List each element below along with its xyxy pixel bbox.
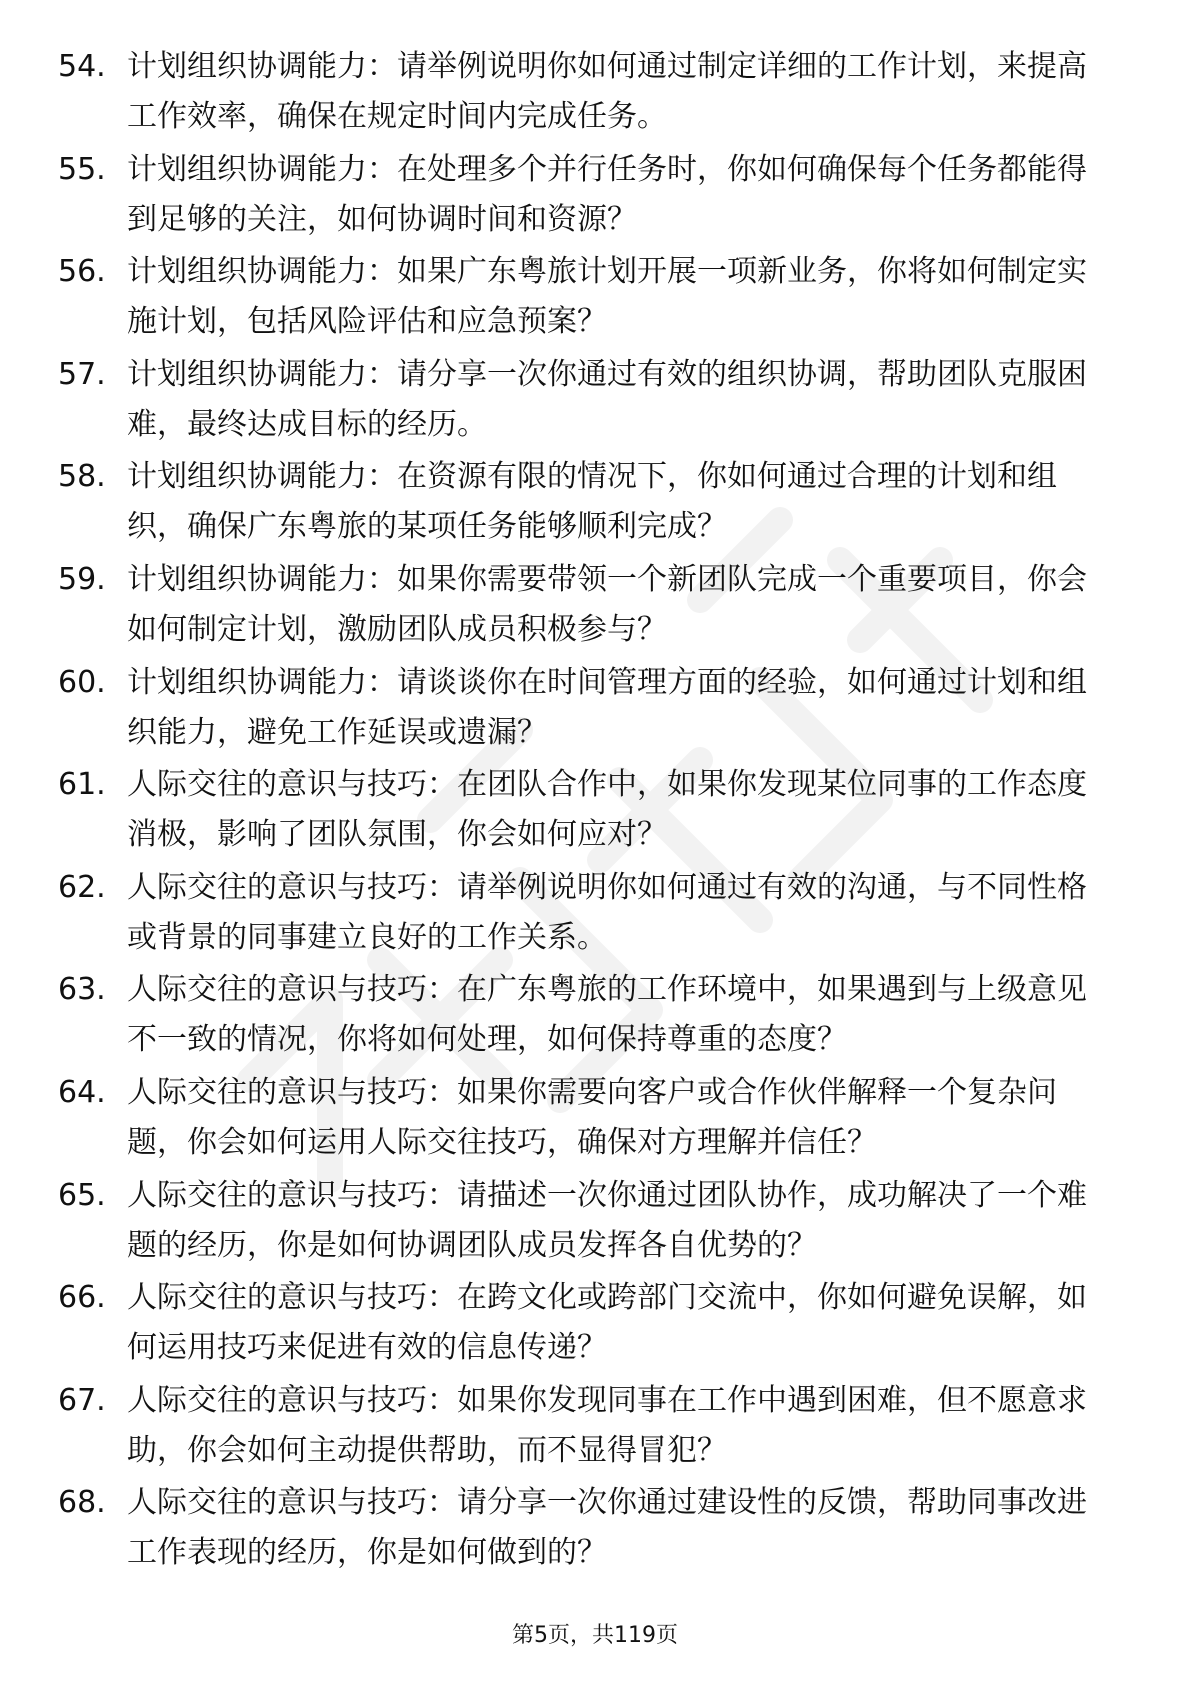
- question-number: 57.: [58, 356, 106, 392]
- question-number: 61.: [58, 767, 106, 803]
- question-text: 人际交往的意识与技巧：如果你发现同事在工作中遇到困难，但不愿意求助，你会如何主动提供帮助，而不显得冒犯？: [127, 1382, 1087, 1468]
- question-item: [0, 1171, 1190, 1274]
- question-text: 计划组织协调能力：请举例说明你如何通过制定详细的工作计划，来提高工作效率，确保在规定时间内完成任务。: [127, 49, 1087, 134]
- question-text: 计划组织协调能力：如果你需要带领一个新团队完成一个重要项目，你会如何制定计划，激励团队成员积极参与？: [127, 561, 1087, 647]
- question-item: [0, 1068, 1190, 1171]
- question-number: 64.: [58, 1074, 106, 1110]
- question-number: 65.: [58, 1177, 106, 1213]
- question-item: [0, 1273, 1190, 1376]
- question-item: [0, 760, 1190, 863]
- question-number: 62.: [58, 869, 106, 905]
- question-item: [0, 555, 1190, 658]
- question-text: 人际交往的意识与技巧：请举例说明你如何通过有效的沟通，与不同性格或背景的同事建立良好的工作关系。: [127, 869, 1087, 955]
- question-text: 计划组织协调能力：在处理多个并行任务时，你如何确保每个任务都能得到足够的关注，如何协调时间和资源？: [127, 151, 1087, 237]
- question-number: 60.: [58, 664, 106, 700]
- question-text: 计划组织协调能力：请分享一次你通过有效的组织协调，帮助团队克服困难，最终达成目标的经历。: [127, 356, 1087, 442]
- question-item: [0, 452, 1190, 555]
- question-number: 55.: [58, 151, 106, 187]
- question-number: 68.: [58, 1485, 106, 1521]
- question-text: 人际交往的意识与技巧：请分享一次你通过建设性的反馈，帮助同事改进工作表现的经历，你是如何做到的？: [127, 1485, 1087, 1571]
- question-number: 63.: [58, 972, 106, 1008]
- question-item: [0, 42, 1190, 145]
- question-text: 人际交往的意识与技巧：在跨文化或跨部门交流中，你如何避免误解，如何运用技巧来促进有效的信息传递？: [127, 1280, 1087, 1366]
- question-number: 58.: [58, 459, 106, 495]
- question-text: 人际交往的意识与技巧：在团队合作中，如果你发现某位同事的工作态度消极，影响了团队氛围，你会如何应对？: [127, 767, 1087, 853]
- question-text: 人际交往的意识与技巧：如果你需要向客户或合作伙伴解释一个复杂问题，你会如何运用人际交往技巧，确保对方理解并信任？: [127, 1074, 1057, 1160]
- question-text: 人际交往的意识与技巧：在广东粤旅的工作环境中，如果遇到与上级意见不一致的情况，你将如何处理，如何保持尊重的态度？: [127, 972, 1087, 1058]
- question-item: [0, 1478, 1190, 1581]
- question-number: 67.: [58, 1382, 106, 1418]
- question-text: 计划组织协调能力：在资源有限的情况下，你如何通过合理的计划和组织，确保广东粤旅的某项任务能够顺利完成？: [127, 459, 1057, 545]
- question-number: 66.: [58, 1280, 106, 1316]
- page-number-label: 第5页，共119页: [512, 1623, 678, 1648]
- question-item: [0, 145, 1190, 248]
- page-footer: [0, 1621, 1190, 1651]
- question-number: 56.: [58, 254, 106, 290]
- question-text: 计划组织协调能力：请谈谈你在时间管理方面的经验，如何通过计划和组织能力，避免工作延误或遗漏？: [127, 664, 1087, 750]
- question-item: [0, 350, 1190, 453]
- question-number: 54.: [58, 49, 106, 84]
- question-item: [0, 1376, 1190, 1479]
- question-item: [0, 247, 1190, 350]
- question-item: [0, 965, 1190, 1068]
- question-item: [0, 658, 1190, 761]
- question-list: [0, 42, 1190, 1581]
- question-number: 59.: [58, 561, 106, 597]
- question-text: 计划组织协调能力：如果广东粤旅计划开展一项新业务，你将如何制定实施计划，包括风险评估和应急预案？: [127, 254, 1087, 340]
- question-text: 人际交往的意识与技巧：请描述一次你通过团队协作，成功解决了一个难题的经历，你是如何协调团队成员发挥各自优势的？: [127, 1177, 1087, 1263]
- question-item: [0, 863, 1190, 966]
